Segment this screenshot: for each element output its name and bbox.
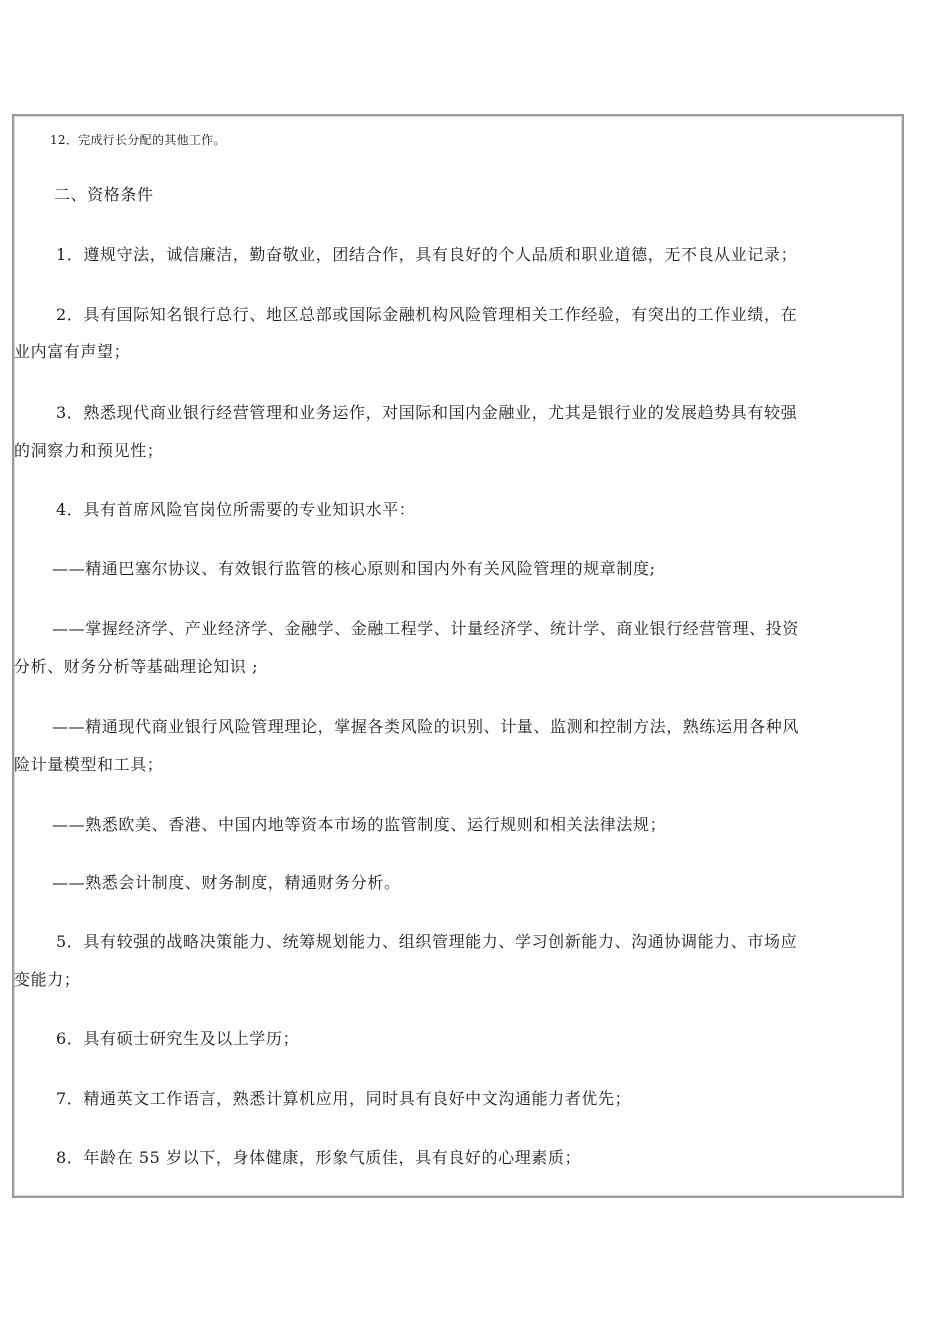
duty-item-12: 12．完成行长分配的其他工作。 (50, 133, 226, 147)
knowledge-item-risk-theory-line-2: 险计量模型和工具； (14, 755, 164, 774)
qualification-item-7: 7．精通英文工作语言，熟悉计算机应用，同时具有良好中文沟通能力者优先； (56, 1089, 632, 1108)
qualification-item-6: 6．具有硕士研究生及以上学历； (56, 1029, 300, 1048)
knowledge-item-risk-theory-line-1: ——精通现代商业银行风险管理理论，掌握各类风险的识别、计量、监测和控制方法，熟练运用各种风 (52, 717, 800, 736)
knowledge-item-economics-line-2: 分析、财务分析等基础理论知识 ; (14, 657, 259, 676)
knowledge-item-economics-line-1: ——掌握经济学、产业经济学、金融学、金融工程学、计量经济学、统计学、商业银行经营管理、投资 (52, 619, 800, 638)
qualification-item-5-line-2: 变能力； (14, 970, 81, 989)
qualification-item-3-line-2: 的洞察力和预见性； (14, 441, 164, 460)
qualification-item-4: 4．具有首席风险官岗位所需要的专业知识水平： (56, 500, 416, 519)
qualification-item-2-line-2: 业内富有声望； (14, 342, 131, 361)
knowledge-item-capital-markets: ——熟悉欧美、香港、中国内地等资本市场的监管制度、运行规则和相关法律法规； (52, 815, 667, 834)
knowledge-item-accounting: ——熟悉会计制度、财务制度，精通财务分析。 (52, 873, 401, 892)
qualification-item-3-line-1: 3．熟悉现代商业银行经营管理和业务运作，对国际和国内金融业，尤其是银行业的发展趋势具有较强 (56, 403, 798, 422)
qualification-item-1: 1．遵规守法，诚信廉洁，勤奋敬业，团结合作，具有良好的个人品质和职业道德，无不良从业记录； (56, 245, 798, 264)
qualification-item-8: 8．年龄在 55 岁以下，身体健康，形象气质佳，具有良好的心理素质； (56, 1148, 582, 1167)
qualification-item-5-line-1: 5．具有较强的战略决策能力、统筹规划能力、组织管理能力、学习创新能力、沟通协调能力、市场应 (56, 932, 798, 951)
qualification-item-2-line-1: 2．具有国际知名银行总行、地区总部或国际金融机构风险管理相关工作经验，有突出的工作业绩，在 (56, 305, 798, 324)
knowledge-item-basel: ——精通巴塞尔协议、有效银行监管的核心原则和国内外有关风险管理的规章制度; (52, 559, 656, 578)
section-title: 二、资格条件 (54, 185, 154, 204)
